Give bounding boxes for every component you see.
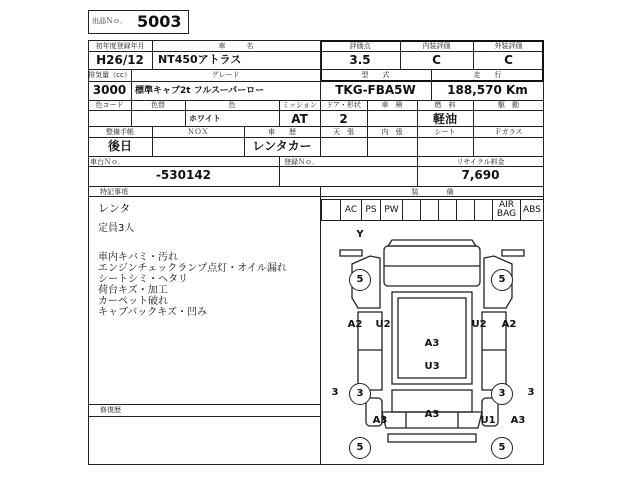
lot-label: 出品Ｎｏ．: [92, 17, 127, 25]
first-reg-label: 初年度登録年月: [95, 42, 145, 50]
damage-mark: A2: [501, 319, 517, 330]
damage-circle: 5: [349, 269, 371, 291]
nox-label: ＮＯＸ: [187, 128, 209, 136]
first-reg-value: H26/12: [96, 53, 144, 67]
repair-history-label: 修復歴: [100, 406, 121, 414]
equipment-cell: [403, 200, 421, 220]
damage-mark: A3: [510, 415, 526, 426]
note-line: 定員3人: [98, 223, 135, 234]
damage-mark: A3: [372, 415, 388, 426]
interior-label: 内装評価: [422, 42, 451, 50]
grade-label: グレード: [211, 71, 240, 79]
front-bumper: [388, 240, 476, 246]
note-line: 荷台キズ・加工: [98, 285, 168, 296]
damage-circle: 3: [349, 383, 371, 405]
exterior-value: C: [504, 53, 513, 67]
damage-mark: U1: [480, 415, 496, 426]
left-mirror: [340, 250, 362, 256]
car-name-label: 車 名: [218, 42, 254, 50]
headliner-label: 天 張: [333, 128, 354, 136]
trim-label: 内 張: [381, 128, 403, 136]
fuel-label: 燃 料: [434, 101, 456, 109]
door-value: 2: [339, 112, 348, 126]
chassis-value: -530142: [155, 168, 212, 182]
note-line: シートシミ・ヘタリ: [98, 274, 188, 285]
car-name-value: NT450アトラス: [158, 53, 242, 66]
lot-number: 5003: [137, 12, 182, 31]
note-line: カーペット破れ: [98, 296, 168, 307]
maintenance-value: 後日: [107, 139, 132, 153]
maintenance-label: 整備手帳: [106, 128, 134, 136]
displacement-value: 3000: [92, 83, 127, 97]
door-label: ドア・形状: [326, 101, 361, 109]
note-line: [98, 234, 318, 252]
exterior-label: 外装評価: [494, 42, 523, 50]
displacement-label: 排気量（cc）: [88, 71, 131, 79]
equipment-cell: [475, 200, 493, 220]
damage-circle: 5: [491, 269, 513, 291]
interior-value: C: [432, 53, 441, 67]
mileage-label: 走 行: [473, 71, 502, 79]
equipment-airbag: AIR BAG: [493, 200, 521, 220]
damage-mark: U2: [471, 319, 487, 330]
equipment-cell: [322, 200, 341, 220]
registration-label: 登録Ｎｏ．: [284, 158, 319, 166]
notes-label: 特記事項: [100, 188, 128, 196]
note-line: キャブバックキズ・凹み: [98, 307, 207, 318]
equipment-cell: [457, 200, 475, 220]
transmission-label: ミッション: [282, 101, 317, 109]
note-line: エンジンチェックランプ点灯・オイル漏れ: [98, 263, 287, 274]
equipment-cell: [439, 200, 457, 220]
color-value: ホワイト: [189, 114, 221, 123]
damage-mark: A3: [424, 409, 440, 420]
equipment-cell: [421, 200, 439, 220]
score-value: 3.5: [349, 53, 371, 67]
equipment-abs: ABS: [523, 205, 541, 215]
damage-mark: 3: [331, 387, 339, 398]
equipment-row: [321, 199, 544, 221]
color-code-label: 色コード: [95, 101, 124, 109]
windshield-label: Ｆガラス: [494, 128, 523, 136]
damage-circle: 5: [349, 437, 371, 459]
note-line: 車内キバミ・汚れ: [98, 252, 178, 263]
equipment-ac: AC: [341, 200, 362, 220]
history-label: 車 歴: [268, 128, 296, 136]
damage-mark: U3: [424, 361, 440, 372]
damage-mark: A2: [347, 319, 363, 330]
score-label: 評価点: [349, 42, 371, 50]
damage-mark: 3: [527, 387, 535, 398]
recycle-label: リサイクル料金: [456, 158, 505, 166]
inspection-label: 車 検: [381, 101, 403, 109]
rear-bumper: [388, 434, 476, 442]
note-line: レンタ: [98, 202, 131, 215]
damage-mark: A3: [424, 338, 440, 349]
fuel-value: 軽油: [432, 112, 457, 126]
mileage-value: 188,570 Km: [447, 83, 528, 97]
damage-circle: 3: [491, 383, 513, 405]
model-code-value: TKG-FBA5W: [335, 83, 416, 97]
equipment-ps: PS: [362, 200, 381, 220]
color-change-label: 色替: [151, 101, 165, 109]
right-mirror: [502, 250, 524, 256]
history-value: レンタカー: [252, 139, 312, 153]
recycle-value: 7,690: [461, 168, 500, 182]
color-label: 色: [228, 101, 236, 109]
front-label: Y: [356, 229, 364, 240]
drive-label: 駆 動: [498, 101, 519, 109]
chassis-label: 車台Ｎｏ．: [90, 158, 125, 166]
equipment-label: 装 備: [411, 188, 454, 196]
model-code-label: 型 式: [361, 71, 390, 79]
notes-list: [98, 203, 318, 318]
seat-label: シート: [434, 128, 456, 136]
transmission-value: AT: [291, 112, 308, 126]
grade-value: 標準キャブ2t フルスーパーロー: [135, 86, 265, 96]
equipment-pw: PW: [381, 200, 403, 220]
damage-mark: U2: [375, 319, 391, 330]
damage-circle: 5: [491, 437, 513, 459]
